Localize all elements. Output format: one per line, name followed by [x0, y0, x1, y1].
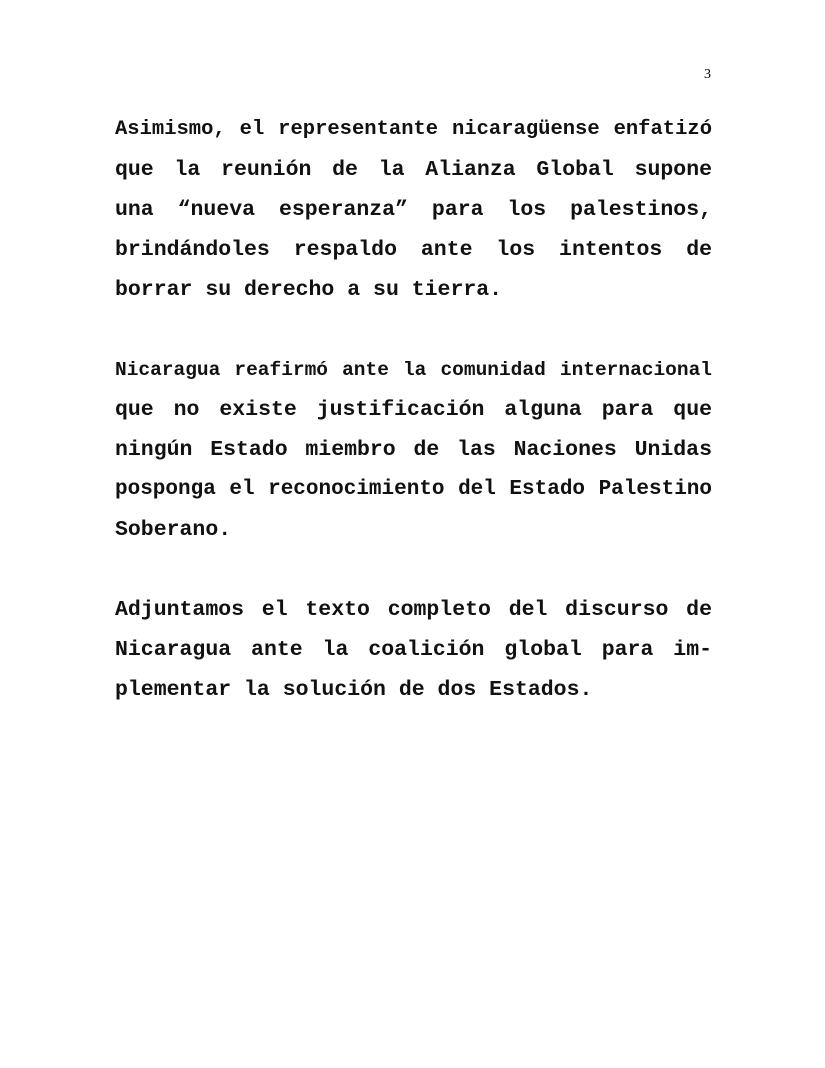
- paragraph-line: Soberano.: [115, 518, 232, 542]
- paragraph-line: ningún Estado miembro de las Naciones Unidas: [115, 438, 712, 462]
- paragraph-line: Asimismo, el representante nicaragüense enfatizó: [115, 118, 712, 141]
- paragraph-line: que la reunión de la Alianza Global supone: [115, 158, 712, 182]
- paragraph-line: posponga el reconocimiento del Estado Palestino: [115, 478, 712, 501]
- paragraph-line: que no existe justificación alguna para que: [115, 398, 712, 422]
- paragraph-line: Adjuntamos el texto completo del discurso de: [115, 598, 712, 622]
- paragraph-line: Nicaragua reafirmó ante la comunidad internacional: [115, 359, 712, 381]
- paragraph-line: Nicaragua ante la coalición global para im-: [115, 638, 712, 662]
- paragraph-2: [115, 350, 712, 550]
- page-number: 3: [704, 67, 711, 82]
- paragraph-line: plementar la solución de dos Estados.: [115, 678, 593, 702]
- body-text: [115, 110, 712, 750]
- paragraph-3: [115, 590, 712, 710]
- paragraph-1: [115, 110, 712, 310]
- paragraph-line: brindándoles respaldo ante los intentos de: [115, 238, 712, 262]
- paragraph-line: borrar su derecho a su tierra.: [115, 278, 503, 302]
- paragraph-line: una “nueva esperanza” para los palestinos,: [115, 198, 712, 222]
